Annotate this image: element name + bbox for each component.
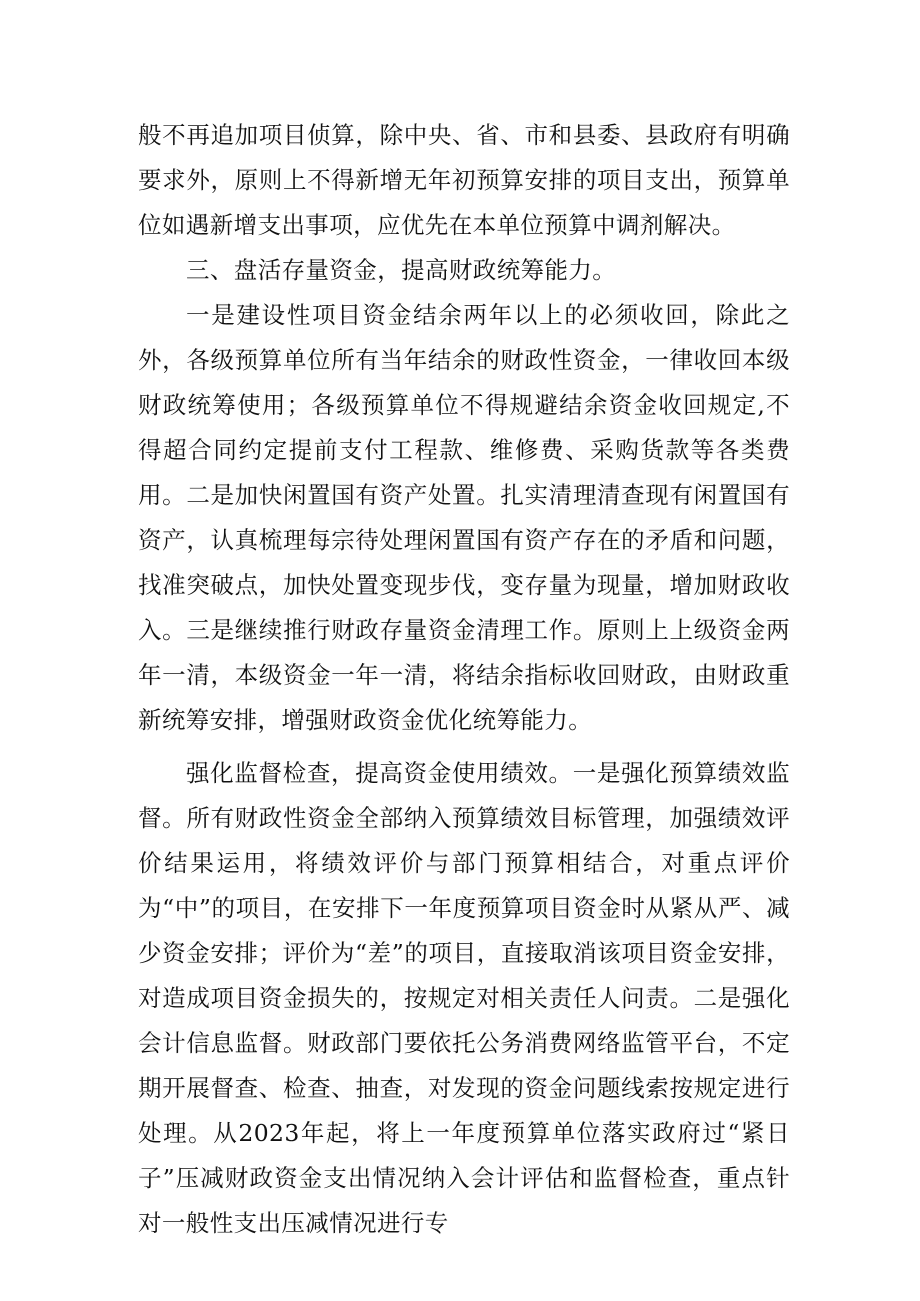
paragraph-supervision: 强化监督检查，提高资金使用绩效。一是强化预算绩效监督。所有财政性资金全部纳入预算绩效目标管理，加强绩效评价结果运用，将绩效评价与部门预算相结合，对重点评价为“中”的项目，在安排下一年度预算项目资金时从紧从严、减少资金安排；评价为“差”的项目，直接取消该项目资金安排，对造成项目资金损失的，按规定对相关责任人问责。二是强化会计信息监督。财政部门要依托公务消费网络监管平台，不定期开展督查、检查、抽查，对发现的资金问题线索按规定进行处理。从2023年起，将上一年度预算单位落实政府过“紧日子”压减财政资金支出情况纳入会计评估和监督检查，重点针对一般性支出压减情况进行专 (138, 759, 790, 1237)
document-body (138, 113, 790, 1246)
paragraph-continuation: 般不再追加项目侦算，除中央、省、市和县委、县政府有明确要求外，原则上不得新增无年初预算安排的项目支出，预算单位如遇新增支出事项，应优先在本单位预算中调剂解决。 (138, 121, 790, 239)
section-heading-three: 三、盘活存量资金，提高财政统筹能力。 (186, 256, 617, 284)
paragraph-funds: 一是建设性项目资金结余两年以上的必须收回，除此之外，各级预算单位所有当年结余的财政性资金，一律收回本级财政统筹使用；各级预算单位不得规避结余资金收回规定,不得超合同约定提前支付工程款、维修费、采购货款等各类费用。二是加快闲置国有资产处置。扎实清理清查现有闲置国有资产，认真梳理每宗待处理闲置国有资产存在的矛盾和问题，找准突破点，加快处置变现步伐，变存量为现量，增加财政收入。三是继续推行财政存量资金清理工作。原则上上级资金两年一清，本级资金一年一清，将结余指标收回财政，由财政重新统筹安排，增强财政资金优化统筹能力。 (138, 301, 790, 734)
